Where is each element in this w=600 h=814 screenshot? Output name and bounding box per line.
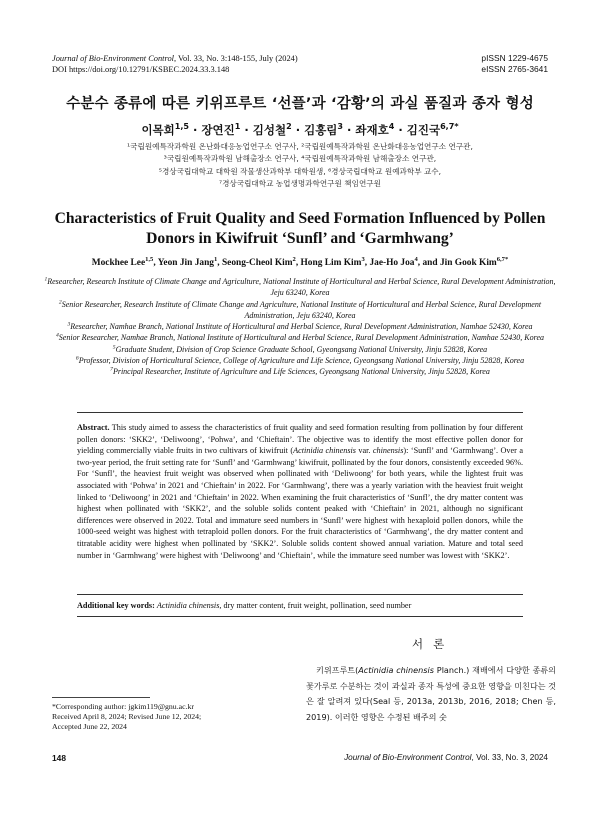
en-author-sup: 4: [414, 255, 418, 263]
ko-author-sup: 6,7*: [440, 122, 459, 132]
en-affiliation: [40, 276, 560, 299]
korean-affiliations: [0, 141, 600, 191]
ko-affiliation-line: ⁵경상국립대학교 대학원 작물생산과학부 대학원생, ⁶경상국립대학교 원예과학부 교수,: [158, 166, 442, 176]
doi-link[interactable]: DOI https://doi.org/10.12791/KSBEC.2024.33.3.148: [52, 65, 230, 74]
aff-sup: 6: [75, 355, 79, 362]
aff-sup: 5: [112, 344, 116, 351]
footnote: [52, 702, 201, 732]
aff-text: Principal Researcher, Institute of Agriculture and Life Sciences, Gyeongsang National University, Jinju 52828, Korea: [112, 367, 490, 377]
aff-text: Senior Researcher, Research Institute of Climate Change and Agriculture, National Institute of Horticultural and Herbal Science, Rural Development Administration, Jeju 63240, Korea: [61, 299, 542, 320]
en-author-sup: 6,7*: [496, 255, 509, 263]
en-author-sup: 1: [213, 255, 218, 263]
en-author: Yeon Jin Jang: [157, 258, 214, 268]
ko-affiliation-line: ³국립원예특작과학원 남해출장소 연구사, ⁴국립원예특작과학원 남해출장소 연구관,: [163, 154, 437, 164]
keywords-label: Additional key words:: [77, 601, 155, 610]
korean-authors: 이목희$^{1,5}$ · 장연진$^1$ · 김성철$^2$ · 김홍림$^3$ · 좌재호$^4$ · 김진국$^{6,7*}$: [141, 122, 459, 137]
aff-sup: 2: [58, 298, 62, 305]
abstract-species: Actinidia chinensis: [293, 446, 356, 456]
journal-header: [52, 53, 298, 75]
ko-author: 김성철: [252, 123, 287, 137]
intro-paragraph: [306, 663, 556, 725]
abstract-top-rule: [77, 412, 523, 413]
en-affiliation: [40, 355, 560, 366]
abstract-mid-rule: [77, 594, 523, 595]
aff-text: Graduate Student, Division of Crop Science Graduate School, Gyeongsang National University, Jinju 52828, Korea: [115, 344, 488, 354]
abstract-label: Abstract.: [77, 423, 110, 432]
en-author: Jae-Ho Joa: [369, 258, 415, 268]
ko-author: 김홍림: [304, 123, 338, 137]
journal-citation: , Vol. 33, No. 3:148-155, July (2024): [173, 54, 298, 63]
english-affiliations: [40, 276, 560, 378]
abstract: [77, 422, 523, 561]
aff-text: Professor, Division of Horticultural Science, College of Agriculture and Life Science, Gyeongsang National University, Jinju 52828, Korea: [78, 356, 525, 366]
abstract-text: var.: [356, 446, 373, 456]
running-footer: [344, 753, 548, 762]
intro-text: 키위프루트(: [316, 665, 359, 675]
aff-sup: 7: [110, 366, 113, 373]
journal-name: Journal of Bio-Environment Control: [52, 54, 174, 63]
korean-title: 수분수 종류에 따른 키위프루트 ‘선플’과 ‘감황’의 과실 품질과 종자 형성: [66, 96, 534, 112]
aff-text: Researcher, Research Institute of Climate Change and Agriculture, National Institute of Horticultural and Herbal Science, Rural Development Administration, Jeju 63240, Korea: [47, 277, 556, 298]
eissn: eISSN 2765-3641: [481, 64, 548, 74]
en-author: Hong Lim Kim: [300, 258, 362, 268]
en-author-sup: 2: [292, 255, 296, 263]
footnote-rule: [52, 697, 150, 698]
en-author-sup: 3: [361, 255, 365, 263]
ko-author-sup: 1: [234, 122, 241, 132]
keywords-species: Actinidia chinensis: [156, 601, 220, 610]
footer-volume: , Vol. 33, No. 3, 2024: [471, 753, 548, 762]
en-affiliation: [40, 321, 560, 332]
english-title-line: Characteristics of Fruit Quality and Seed Formation Influenced by Pollen: [54, 210, 546, 227]
en-affiliation: [40, 366, 560, 377]
corresponding-author: *Corresponding author: jgkim119@gnu.ac.kr: [52, 702, 195, 711]
ko-author-sup: 4: [388, 122, 395, 132]
intro-heading: 서론: [412, 637, 455, 651]
page-number: 148: [52, 753, 66, 763]
en-author: Jin Gook Kim: [439, 258, 497, 268]
aff-sup: 1: [44, 276, 48, 283]
ko-author-sup: 3: [337, 122, 344, 132]
english-title-line: Donors in Kiwifruit ‘Sunfl’ and ‘Garmhwang’: [146, 230, 454, 247]
pissn: pISSN 1229-4675: [481, 53, 548, 63]
ko-author-sup: 2: [286, 122, 292, 132]
ko-author: 좌재호: [355, 123, 389, 137]
abstract-text: This study aimed to assess the characteristics of fruit quality and seed formation resulting from pollination by four different pollen donors: ‘SKK2’, ‘Deliwoong’, ‘Pohwa’, and ‘Chieftain’. The objective was to identify the most effective pollen donor for yielding commercially viable fruits in two cultivars of kiwifruit (: [77, 423, 523, 456]
ko-affiliation-line: ¹국립원예특작과학원 온난화대응농업연구소 연구사, ²국립원예특작과학원 온난화대응농업연구소 연구관,: [127, 142, 473, 151]
ko-author-sup: 1,5: [174, 122, 190, 132]
ko-affiliation-line: ⁷경상국립대학교 농업생명과학연구원 책임연구원: [219, 179, 381, 189]
keywords: [77, 601, 523, 610]
intro-text: Planch.) 재배에서 다양한 종류의 꽃가루로 수분하는 것이 과실과 종자 특성에 중요한 영향을 미친다는 것은 잘 알려져 있다(Seal 등, 2013a, 2013b, 2016, 2018; Chen 등, 2019). 이러한 영향은 수정된 배주의 숫: [306, 665, 556, 722]
ko-author: 김진국: [406, 123, 441, 137]
en-author: Seong-Cheol Kim: [221, 258, 293, 268]
aff-text: Researcher, Namhae Branch, National Institute of Horticultural and Herbal Science, Rural Development Administration, Namhae 52430, Korea: [70, 322, 533, 332]
en-affiliation: [40, 299, 560, 322]
english-title: [40, 209, 560, 249]
abstract-text: ): ‘Sunfl’ and ‘Garmhwang’. Over a two-year period, the fruit setting rate for ‘Sunfl’ and ‘Garmhwang’ kiwifruit, pollinated by the four donors, consistently exceeded 96%. For ‘Sunfl’, the heaviest fruit weight was observed when pollinated with ‘Deliwoong’ for both years, while the lightest fruit was associated with ‘Pohwa’ in 2021 and ‘Chieftain’ in 2022. For ‘Garmhwang’, there was a yearly variation with the heaviest fruit weight linked to ‘Deliwoong’ in 2021 and ‘Chieftain’ in 2022. When examining the fruit characteristics of ‘Sunfl’, the dry matter content was highest when pollinated with ‘SKK2’, and the soluble solids content peaked with ‘Chieftain’ in 2021, although no significant differences were observed in 2022. Total and immature seed numbers in ‘Sunfl’ were highest with hexaploid pollen donors, while the 1000-seed weight was highest with tetraploid pollen donors. For the fruit characteristics of ‘Garmhwang’, the dry matter content and titratable acidity were highest when pollinated by ‘SKK2’. Soluble solids content showed annual variation. Mature and total seed number in ‘Garmhwang’ were highest with ‘Deliwoong’ and ‘Chieftain’, while the immature seed number was lowest with ‘SKK2’.: [77, 446, 523, 560]
aff-text: Senior Researcher, Namhae Branch, National Institute of Horticultural and Herbal Science, Rural Development Administration, Namhae 52430, Korea: [58, 333, 544, 343]
footer-journal: Journal of Bio-Environment Control: [344, 753, 472, 762]
aff-sup: 4: [56, 332, 59, 339]
english-authors: Mockhee Lee$^{1,5}$, Yeon Jin Jang$^1$, Seong-Cheol Kim$^2$, Hong Lim Kim$^3$, Jae-Ho Joa$^4$, and Jin Gook Kim$^{6,7*}$: [91, 255, 509, 268]
en-author: Mockhee Lee: [91, 258, 146, 268]
abstract-bottom-rule: [77, 616, 523, 617]
intro-species: Actinidia chinensis: [358, 665, 434, 675]
aff-sup: 3: [67, 321, 71, 328]
keywords-text: , dry matter content, fruit weight, pollination, seed number: [219, 601, 412, 610]
abstract-species: chinensis: [372, 446, 404, 456]
accepted-date: Accepted June 22, 2024: [52, 722, 127, 731]
ko-author: 이목희: [141, 123, 175, 137]
issn-block: [481, 53, 548, 75]
received-date: Received April 8, 2024; Revised June 12, 2024;: [52, 712, 202, 721]
en-affiliation: [40, 344, 560, 355]
en-author-sup: 1,5: [145, 255, 154, 263]
en-affiliation: [40, 332, 560, 343]
ko-author: 장연진: [201, 123, 235, 137]
